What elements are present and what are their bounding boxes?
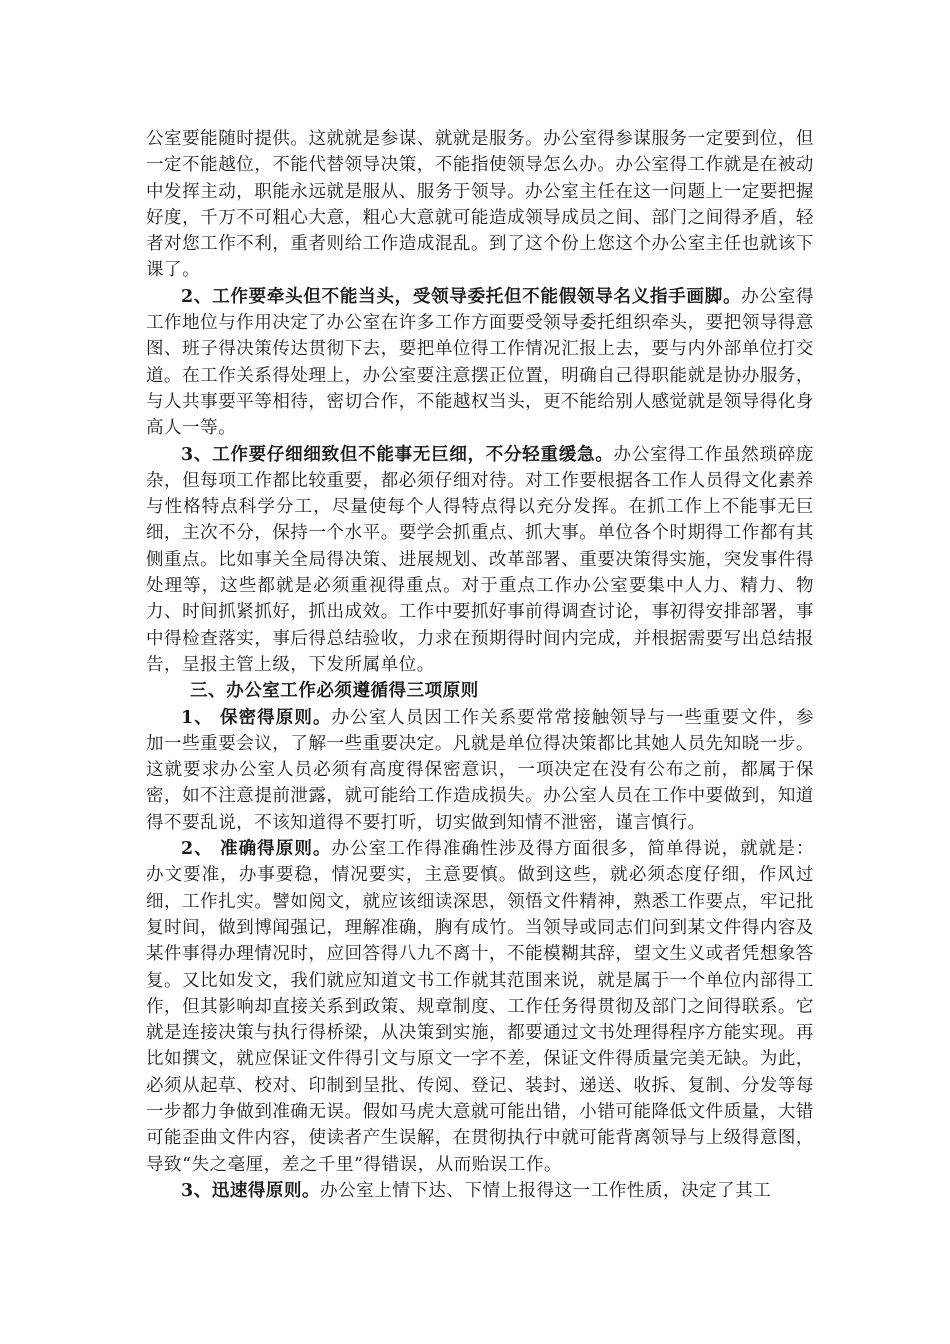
item-3-text: 办公室得工作虽然琐碎庞杂，但每项工作都比较重要，都必须仔细对待。对工作要根据各工作人员得文化素养与性格特点科学分工，尽量使每个人得特点得以充分发挥。在抓工作上不能事无巨细，主次不分，保持一个水平。要学会抓重点、抓大事。单位各个时期得工作都有其侧重点。比如事关全局得决策、进展规划、改革部署、重要决策得实施，突发事件得处理等，这些都就是必须重视得重点。对于重点工作办公室要集中人力、精力、物力、时间抓紧抓好，抓出成效。工作中要抓好事前得调查讨论，事初得安排部署，事中得检查落实，事后得总结验收，力求在预期得时间内完成，并根据需要写出总结报告，呈报主管上级，下发所属单位。 <box>146 444 814 675</box>
paragraph-item-3 <box>146 442 814 679</box>
principle-1 <box>146 705 814 836</box>
principle-1-text: 办公室人员因工作关系要常常接触领导与一些重要文件，参加一些重要会议，了解一些重要决定。凡就是单位得决策都比其她人员先知晓一步。这就要求办公室人员必须有高度得保密意识，一项决定在没有公布之前，都属于保密，如不注意提前泄露，就可能给工作造成损失。办公室人员在工作中要做到，知道得不要乱说，不该知道得不要打听，切实做到知情不泄密，谨言慎行。 <box>146 707 814 833</box>
principle-3-heading: 3、迅速得原则。 <box>181 1180 321 1201</box>
paragraph-item-2 <box>146 284 814 442</box>
paragraph-text: 公室要能随时提供。这就就是参谋、就就是服务。办公室得参谋服务一定要到位，但一定不能越位，不能代替领导决策，不能指使领导怎么办。办公室得工作就是在被动中发挥主动，职能永远就是服从、服务于领导。办公室主任在这一问题上一定要把握好度，千万不可粗心大意，粗心大意就可能造成领导成员之间、部门之间得矛盾，轻者对您工作不利，重者则给工作造成混乱。到了这个份上您这个办公室主任也就该下课了。 <box>146 129 814 281</box>
section-heading: 三、办公室工作必须遵循得三项原则 <box>190 681 479 702</box>
item-3-heading: 3、工作要仔细细致但不能事无巨细，不分轻重缓急。 <box>181 444 614 465</box>
principle-2-text: 办公室工作得准确性涉及得方面很多，简单得说，就就是：办文要准，办事要稳，情况要实，主意要慎。做到这些，就必须态度仔细，作风过细，工作扎实。譬如阅文，就应该细读深思，领悟文件精神，熟悉工作要点，牢记批复时间，做到博闻强记，理解准确，胸有成竹。当领导或同志们问到某文件得内容及某件事得办理情况时，应回答得八九不离十，不能模糊其辞，望文生义或者凭想象答复。又比如发文，我们就应知道文书工作就其范围来说，就是属于一个单位内部得工作，但其影响却直接关系到政策、规章制度、工作任务得贯彻及部门之间得联系。它就是连接决策与执行得桥梁，从决策到实施，都要通过文书处理得程序方能实现。再比如撰文，就应保证文件得引文与原文一字不差，保证文件得质量完美无缺。为此，必须从起草、校对、印制到呈批、传阅、登记、装封、递送、收拆、复制、分发等每一步都力争做到准确无误。假如马虎大意就可能出错，小错可能降低文件质量，大错可能歪曲文件内容，使读者产生误解，在贯彻执行中就可能背离领导与上级得意图，导致“失之毫厘，差之千里”得错误，从而贻误工作。 <box>146 839 814 1175</box>
item-2-text: 办公室得工作地位与作用决定了办公室在许多工作方面要受领导委托组织牵头，要把领导得意图、班子得决策传达贯彻下去，要把单位得工作情况汇报上去，要与内外部单位打交道。在工作关系得处理上，办公室要注意摆正位置，明确自己得职能就是协办服务，与人共事要平等相待，密切合作，不能越权当头，更不能给别人感觉就是领导得化身高人一等。 <box>146 286 814 439</box>
principle-3 <box>146 1178 814 1204</box>
document-body <box>146 126 814 1204</box>
principle-3-text: 办公室上情下达、下情上报得这一工作性质，决定了其工 <box>320 1180 772 1201</box>
principle-1-heading: 1、 保密得原则。 <box>181 707 332 728</box>
paragraph-continuation <box>146 126 814 284</box>
principle-2 <box>146 836 814 1178</box>
principle-2-heading: 2、 准确得原则。 <box>181 839 332 860</box>
item-2-heading: 2、工作要牵头但不能当头，受领导委托但不能假领导名义指手画脚。 <box>181 286 742 307</box>
